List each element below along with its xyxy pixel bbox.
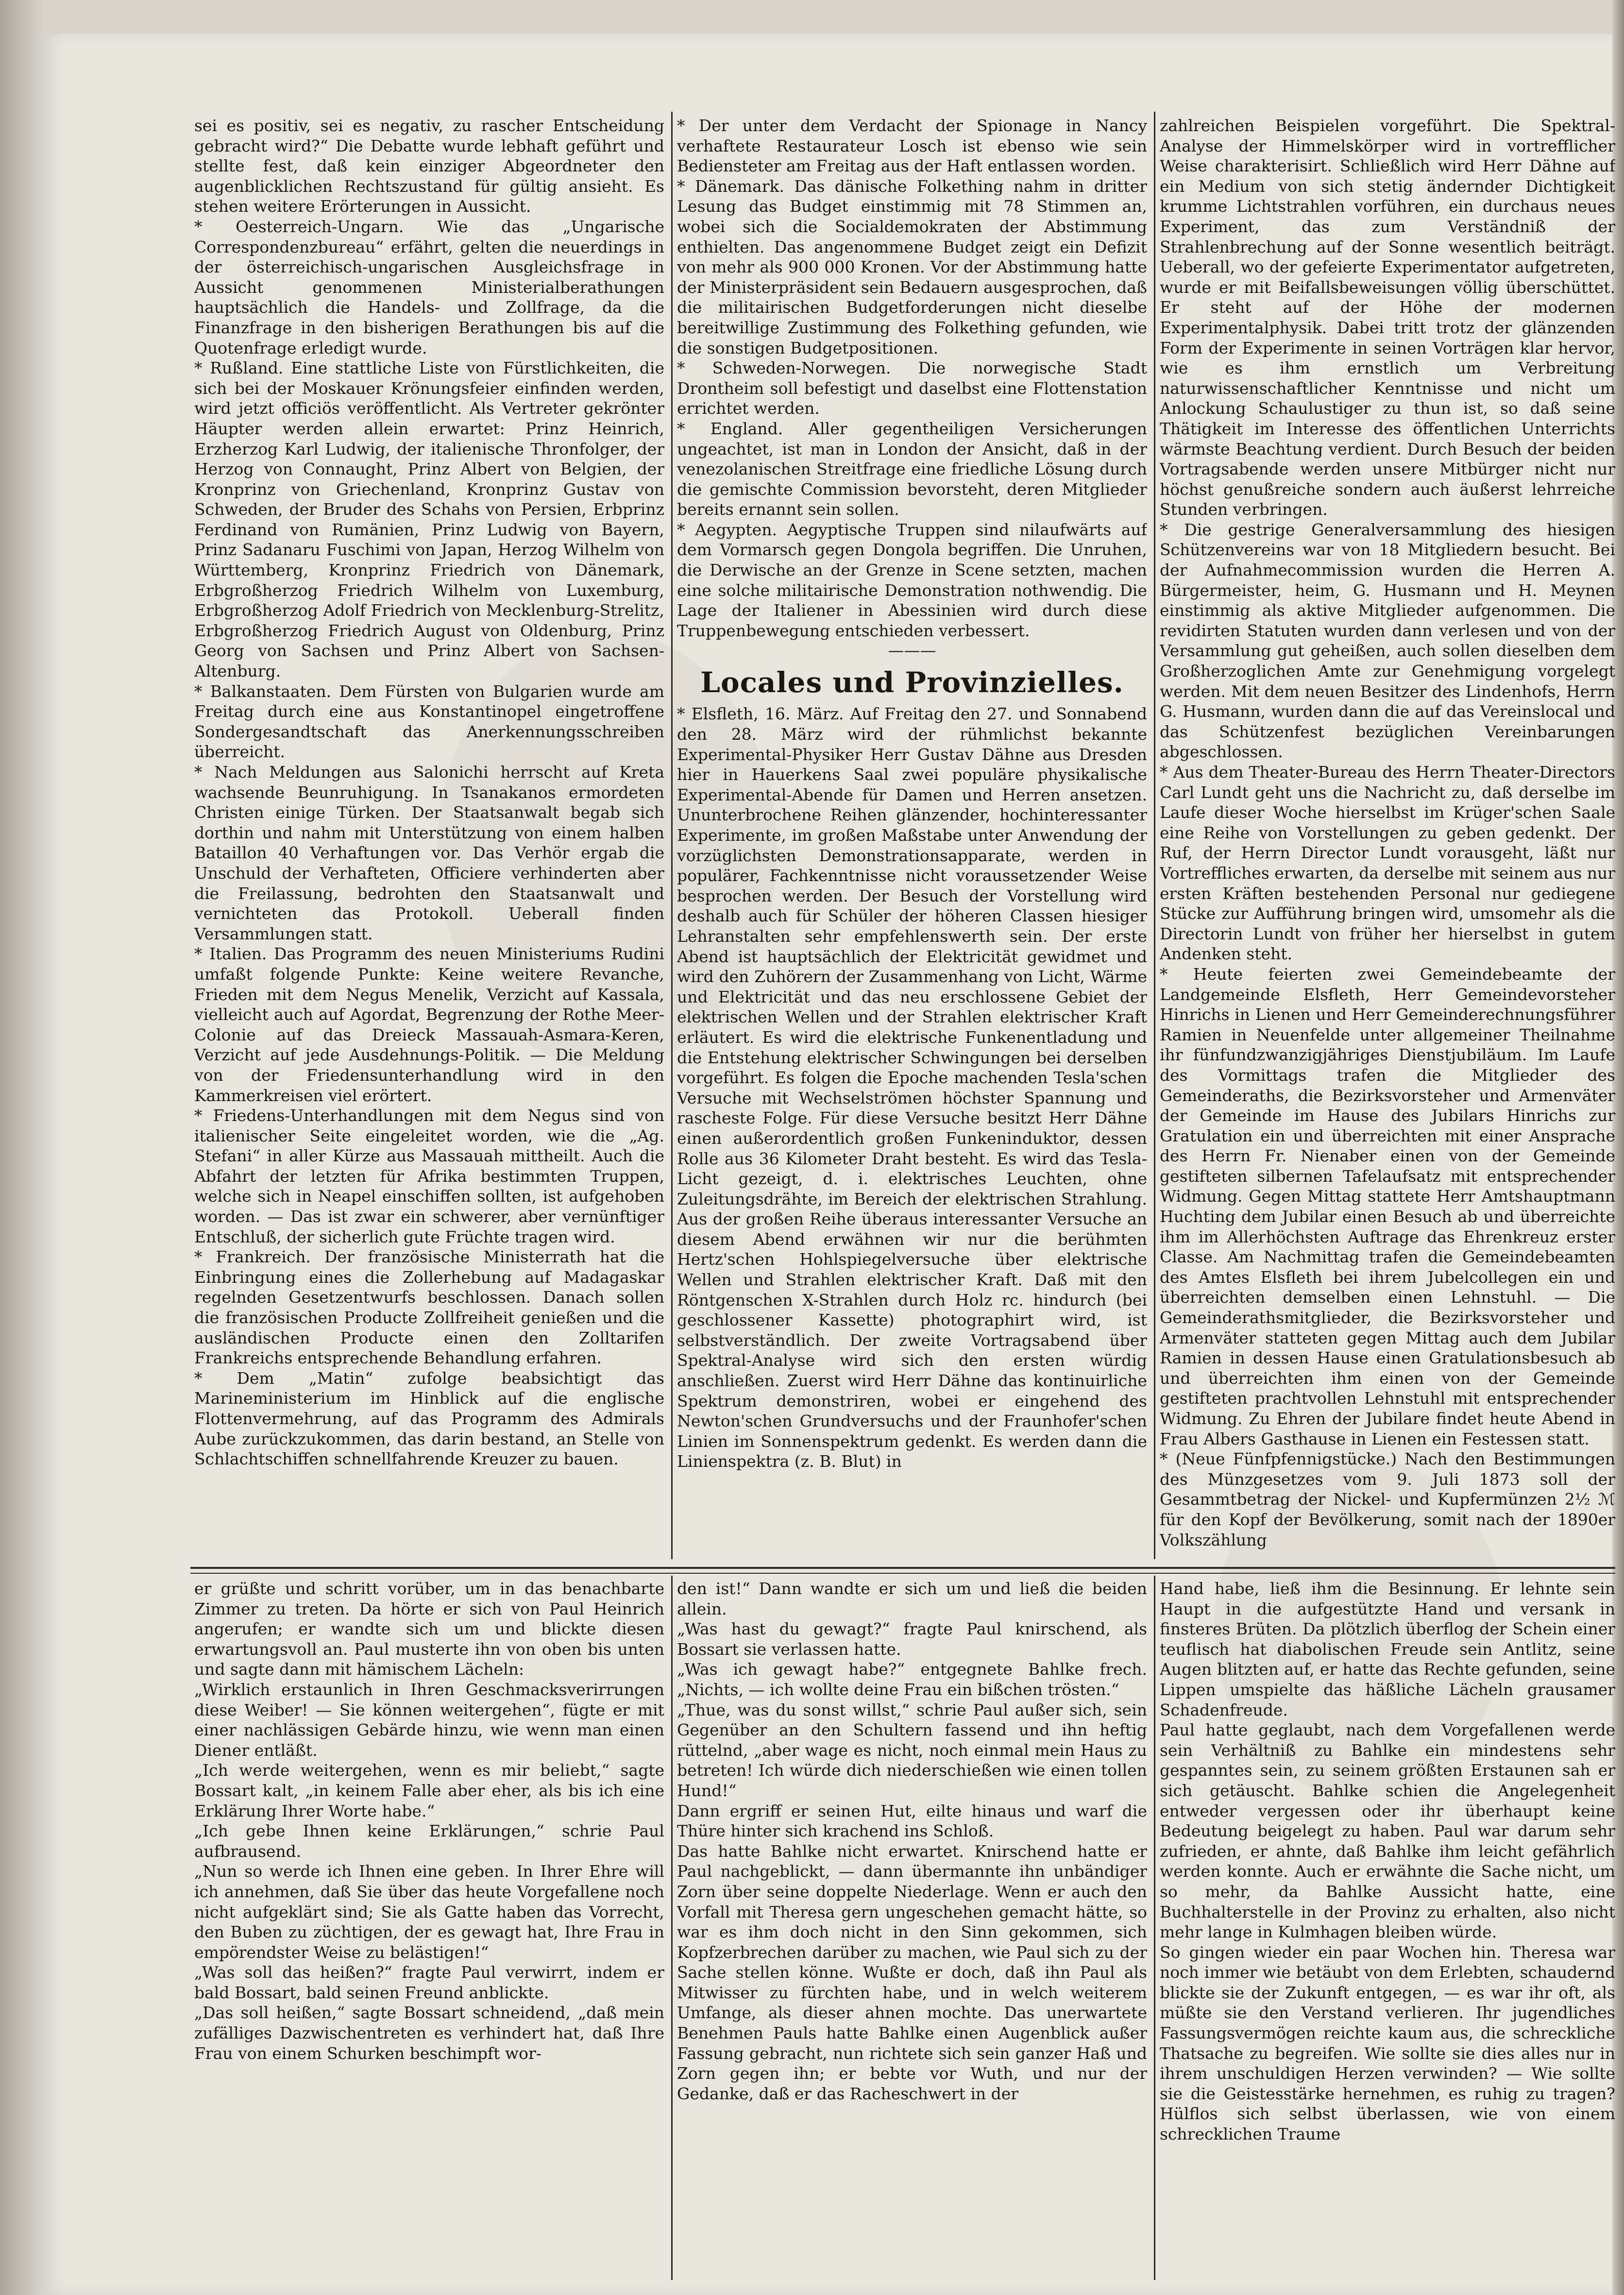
article-friedens-unterhandlungen: * Friedens-Unterhandlungen mit dem Negus sind von italienischer Seite eingeleitet worden, wie die „Ag. Stefani“ in aller Kürze aus Massauah mittheilt. Auch die Abfahrt der letzten für Afrika bestimmten Truppen, welche sich in Neapel einschiffen sollten, ist aufgehoben worden. — Das ist zwar ein schwerer, aber vernünftiger Entschluß, der sicherlich gute Früchte tragen wird. [194, 1106, 664, 1246]
article-italien: * Italien. Das Programm des neuen Ministeriums Rudini umfaßt folgende Punkte: Keine weitere Revanche, Frieden mit dem Negus Menelik, Verzicht auf Kassala, vielleicht auch auf Agordat, Begrenzung der Rothe Meer-Colonie auf das Dreieck Massauah-Asmara-Keren, Verzicht auf jede Ausdehnungs-Politik. — Die Meldung von der Friedensunterhandlung wird in den Kammerkreisen viel erörtert. [194, 944, 664, 1105]
article-kreta: * Nach Meldungen aus Salonichi herrscht auf Kreta wachsende Beunruhigung. In Tsanakanos ermordeten Christen einige Türken. Der Staatsanwalt begab sich dorthin und nahm mit Unterstützung von einem halben Bataillon 40 Verhaftungen vor. Das Verhör ergab die Unschuld der Verhafteten, Officiere verhinderten aber die Freilassung, bedrohten den Staatsanwalt und vernichteten das Protokoll. Ueberall finden Versammlungen statt. [194, 763, 664, 943]
story-paragraph: den ist!“ Dann wandte er sich um und ließ die beiden allein. [677, 1579, 1147, 1618]
article-paragraph: sei es positiv, sei es negativ, zu rascher Entscheidung gebracht wird?“ Die Debatte wurde lebhaft geführt und stellte fest, daß kein einziger Abgeordneter den augenblicklichen Rechtszustand für gültig ansieht. Es stehen weitere Erörterungen in Aussicht. [194, 116, 664, 216]
article-russland: * Rußland. Eine stattliche Liste von Fürstlichkeiten, die sich bei der Moskauer Krönungsfeier einfinden werden, wird jetzt officiös veröffentlicht. Als Vertreter gekrönter Häupter werden allein erwartet: Prinz Heinrich, Erzherzog Karl Ludwig, der italienische Thronfolger, der Herzog von Connaught, Prinz Albert von Belgien, der Kronprinz von Griechenland, Kronprinz Gustav von Schweden, der Bruder des Schahs von Persien, Erbprinz Ferdinand von Rumänien, Prinz Ludwig von Bayern, Prinz Sadanaru Fuschimi von Japan, Herzog Wilhelm von Württemberg, Kronprinz Friedrich von Dänemark, Erbgroßherzog Friedrich Wilhelm von Luxemburg, Erbgroßherzog Adolf Friedrich von Mecklenburg-Strelitz, Erbgroßherzog Friedrich August von Oldenburg, Prinz Georg von Sachsen und Prinz Albert von Sachsen-Altenburg. [194, 358, 664, 681]
story-paragraph: Dann ergriff er seinen Hut, eilte hinaus und warf die Thüre hinter sich krachend ins Schloß. [677, 1801, 1147, 1841]
story-paragraph: „Ich gebe Ihnen keine Erklärungen,“ schrie Paul aufbrausend. [194, 1821, 664, 1861]
story-paragraph: Das hatte Bahlke nicht erwartet. Knirschend hatte er Paul nachgeblickt, — dann übermannte ihn unbändiger Zorn über seine doppelte Niederlage. Wenn er auch den Vorfall mit Theresa gern ungeschehen gemacht hätte, so war es ihm doch nicht in den Sinn gekommen, sich Kopfzerbrechen darüber zu machen, wie Paul sich zu der Sache stellen könne. Wußte er doch, daß ihn Paul als Mitwisser zu fürchten habe, und in welch weiterem Umfange, als dieser ahnen mochte. Das unerwartete Benehmen Pauls hatte Bahlke einen Augenblick außer Fassung gebracht, nun richtete sich sein ganzer Haß und Zorn gegen ihn; er bebte vor Wuth, und nur der Gedanke, daß er das Racheschwert in der [677, 1841, 1147, 2103]
news-column-3 [1160, 116, 1615, 1553]
article-daenemark: * Dänemark. Das dänische Folkething nahm in dritter Lesung das Budget einstimmig mit 78 Stimmen an, wobei sich die Socialdemokraten der Abstimmung enthielten. Das angenommene Budget zeigt ein Defizit von mehr als 900 000 Kronen. Vor der Abstimmung hatte der Ministerpräsident sein Bedauern ausgesprochen, daß die militairischen Budgetforderungen nicht dieselbe bereitwillige Zustimmung des Folkething gefunden, wie die sonstigen Budgetpositionen. [677, 176, 1147, 357]
feuilleton-rule [190, 1567, 1615, 1569]
article-jubilaeum: * Heute feierten zwei Gemeindebeamte der Landgemeinde Elsfleth, Herr Gemeindevorsteher Hinrichs in Lienen und Herr Gemeinderechnungsführer Ramien in Neuenfelde unter allgemeiner Theilnahme ihr fünfundzwanzigjähriges Dienstjubiläum. Im Laufe des Vormittags trafen die Mitglieder des Gemeinderaths, die Bezirksvorsteher und Armenväter der Gemeinde im Hause des Jubilars Hinrichs zur Gratulation ein und überreichten mit einer Ansprache des Herrn Fr. Nienaber einen von der Gemeinde gestifteten silbernen Tafelaufsatz mit entsprechender Widmung. Gegen Mittag stattete Herr Amtshauptmann Huchting dem Jubilar einen Besuch ab und überreichte ihm im Allerhöchsten Auftrage das Ehrenkreuz erster Classe. Am Nachmittag trafen die Gemeindebeamten des Amtes Elsfleth bei ihrem Jubelcollegen ein und überreichten demselben einen Lehnstuhl. — Die Gemeinderathsmitglieder, die Bezirksvorsteher und Armenväter statteten gegen Mittag auch dem Jubilar Ramien in dessen Hause einen Gratulationsbesuch ab und überreichten ihm einen von der Gemeinde gestifteten prachtvollen Lehnstuhl mit entsprechender Widmung. Zu Ehren der Jubilare findet heute Abend in Frau Albers Gasthause in Lienen ein Festessen statt. [1160, 964, 1615, 1448]
story-paragraph: Hand habe, ließ ihm die Besinnung. Er lehnte sein Haupt in die aufgestützte Hand und versank in finsteres Brüten. Da plötzlich überflog der Schein einer teuflisch hat diabolischen Freude sein Antlitz, seine Augen blitzten auf, er hatte das Rechte gefunden, seine Lippen umspielte das häßliche Lächeln grausamer Schadenfreude. [1160, 1579, 1615, 1719]
story-paragraph: „Thue, was du sonst willst,“ schrie Paul außer sich, sein Gegenüber an den Schultern fassend und ihn heftig rüttelnd, „aber wage es nicht, noch einmal mein Haus zu betreten! Ich würde dich niederschießen wie einen tollen Hund!“ [677, 1700, 1147, 1800]
news-column-2 [677, 116, 1147, 1553]
feuilleton-rule-thin [190, 1573, 1615, 1574]
feuilleton-column-2 [677, 1579, 1147, 2278]
article-aegypten: * Aegypten. Aegyptische Truppen sind nilaufwärts auf dem Vormarsch gegen Dongola begriffen. Die Unruhen, die Derwische an der Grenze in Scene setzten, machen eine solche militairische Demonstration nothwendig. Die Lage der Italiener in Abessinien wird durch diese Truppenbewegung entschieden verbessert. [677, 520, 1147, 640]
article-elsfleth: * Elsfleth, 16. März. Auf Freitag den 27. und Sonnabend den 28. März wird der rühmlichst bekannte Experimental-Physiker Herr Gustav Dähne aus Dresden hier in Hauerkens Saal zwei populäre physikalische Experimental-Abende für Damen und Herren ansetzen. Ununterbrochene Reihen glänzender, hochinteressanter Experimente, im großen Maßstabe unter Anwendung der vorzüglichsten Demonstrationsapparate, werden in populärer, Fachkenntnisse nicht voraussetzender Weise besprochen werden. Der Besuch der Vorstellung wird deshalb auch für Schüler der höheren Classen hiesiger Lehranstalten sehr empfehlenswerth sein. Der erste Abend ist hauptsächlich der Elektricität gewidmet und wird den Zuhörern der Zusammenhang von Licht, Wärme und Elektricität und das neu erschlossene Gebiet der elektrischen Wellen und der Strahlen elektrischer Kraft erläutert. Es wird die elektrische Funkenentladung und die Entstehung elektrischer Schwingungen bei derselben vorgeführt. Es folgen die Epoche machenden Tesla'schen Versuche mit Wechselströmen höchster Spannung und rascheste Folge. Für diese Versuche besitzt Herr Dähne einen außerordentlich großen Funkeninduktor, dessen Rolle aus 36 Kilometer Draht besteht. Es wird das Tesla-Licht gezeigt, d. i. elektrisches Leuchten, ohne Zuleitungsdrähte, im Bereich der elektrischen Strahlung. Aus der großen Reihe überaus interessanter Versuche an diesem Abend erwähnen wir nur die berühmten Hertz'schen Hohlspiegelversuche über elektrische Wellen und Strahlen elektrischer Kraft. Daß mit den Röntgenschen X-Strahlen durch Holz rc. hindurch (bei geschlossener Kassette) photographirt wird, ist selbstverständlich. Der zweite Vortragsabend über Spektral-Analyse wird sich den ersten würdig anschließen. Zuerst wird Herr Dähne das kontinuirliche Spektrum demonstriren, wobei er eingehend des Newton'schen Grundversuchs und der Fraunhofer'schen Linien im Sonnenspektrum gedenkt. Es werden dann die Linienspektra (z. B. Blut) in [677, 704, 1147, 1471]
story-paragraph: „Ich werde weitergehen, wenn es mir beliebt,“ sagte Bossart kalt, „in keinem Falle aber eher, als bis ich eine Erklärung Ihrer Worte habe.“ [194, 1761, 664, 1820]
story-paragraph: „Was soll das heißen?“ fragte Paul verwirrt, indem er bald Bossart, bald seinen Freund anblickte. [194, 1963, 664, 2002]
story-paragraph: Paul hatte geglaubt, nach dem Vorgefallenen werde sein Verhältniß zu Bahlke ein mindestens sehr gespanntes sein, zu seinem größten Erstaunen sah er sich getäuscht. Bahlke schien die Angelegenheit entweder vergessen oder ihr überhaupt keine Bedeutung beigelegt zu haben. Paul war darum sehr zufrieden, er ahnte, daß Bahlke ihm leicht gefährlich werden konnte. Auch er erwähnte die Sache nicht, um so mehr, da Bahlke Aussicht hatte, eine Buchhalterstelle in der Provinz zu erhalten, also nicht mehr lange in Kulmhagen bleiben würde. [1160, 1720, 1615, 1942]
article-fuenfpfennigstuecke: * (Neue Fünfpfennigstücke.) Nach den Bestimmungen des Münzgesetzes vom 9. Juli 1873 soll der Gesammtbetrag der Nickel- und Kupfermünzen 2½ ℳ für den Kopf der Bevölkerung, somit nach der 1890er Volkszählung [1160, 1449, 1615, 1549]
article-schuetzenverein: * Die gestrige Generalversammlung des hiesigen Schützenvereins war von 18 Mitgliedern besucht. Bei der Aufnahmecommission wurden die Herren A. Bürgermeister, heim, G. Husmann und H. Meynen einstimmig als aktive Mitglieder aufgenommen. Die revidirten Statuten wurden dann verlesen und von der Versammlung gut geheißen, auch sollen dieselben dem Großherzoglichen Amte zur Genehmigung vorgelegt werden. Mit dem neuen Besitzer des Lindenhofs, Herrn G. Husmann, wurden dann die auf das Vereinslocal und das Schützenfest bezüglichen Vereinbarungen abgeschlossen. [1160, 520, 1615, 762]
story-paragraph: „Das soll heißen,“ sagte Bossart schneidend, „daß mein zufälliges Dazwischentreten es verhindert hat, daß Ihre Frau von einem Schurken beschimpft wor- [194, 2003, 664, 2063]
story-paragraph: „Nun so werde ich Ihnen eine geben. In Ihrer Ehre will ich annehmen, daß Sie über das heute Vorgefallene noch nicht aufgeklärt sind; Sie als Gatte haben das Vorrecht, den Buben zu züchtigen, der es gewagt hat, Ihre Frau in empörendster Weise zu belästigen!“ [194, 1862, 664, 1962]
article-theater: * Aus dem Theater-Bureau des Herrn Theater-Directors Carl Lundt geht uns die Nachricht zu, daß derselbe im Laufe dieser Woche hierselbst im Krüger'schen Saale eine Reihe von Vorstellungen zu geben gedenkt. Der Ruf, der Herrn Director Lundt vorausgeht, läßt nur Vortreffliches erwarten, da derselbe mit seinem aus nur ersten Kräften bestehenden Personal nur gediegene Stücke zur Aufführung bringen wird, umsomehr als die Directorin Lundt von früher her hierselbst in gutem Andenken steht. [1160, 763, 1615, 964]
column-rule [1154, 1576, 1155, 2280]
story-paragraph: „Wirklich erstaunlich in Ihren Geschmacksverirrungen diese Weiber! — Sie können weitergehen“, fügte er mit einer nachlässigen Gebärde hinzu, wie wenn man einen Diener entläßt. [194, 1680, 664, 1760]
story-paragraph: „Was ich gewagt habe?“ entgegnete Bahlke frech. „Nichts, — ich wollte deine Frau ein bißchen trösten.“ [677, 1660, 1147, 1699]
feuilleton-column-1 [194, 1579, 664, 2278]
column-rule [1154, 112, 1155, 1559]
article-oesterreich-ungarn: * Oesterreich-Ungarn. Wie das „Ungarische Correspondenzbureau“ erfährt, gelten die neuerdings in der österreichisch-ungarischen Ausgleichsfrage in Aussicht genommenen Ministerialberathungen hauptsächlich die Handels- und Zollfrage, da die Finanzfrage in den bisherigen Berathungen bis auf die Quotenfrage erledigt wurde. [194, 217, 664, 357]
story-paragraph: er grüßte und schritt vorüber, um in das benachbarte Zimmer zu treten. Da hörte er sich von Paul Heinrich angerufen; er wandte sich um und blickte diesen erwartungsvoll an. Paul musterte ihn von oben bis unten und sagte dann mit hämischem Lächeln: [194, 1579, 664, 1679]
article-england: * England. Aller gegentheiligen Versicherungen ungeachtet, ist man in London der Ansicht, daß in der venezolanischen Streitfrage eine friedliche Lösung durch die gemischte Commission bevorsteht, deren Mitglieder bereits ernannt sein sollen. [677, 419, 1147, 519]
article-matin: * Dem „Matin“ zufolge beabsichtigt das Marineministerium im Hinblick auf die englische Flottenvermehrung, auf das Programm des Admirals Aube zurückzukommen, das darin bestand, an Stelle von Schlachtschiffen schnellfahrende Kreuzer zu bauen. [194, 1368, 664, 1469]
story-paragraph: „Was hast du gewagt?“ fragte Paul knirschend, als Bossart sie verlassen hatte. [677, 1619, 1147, 1659]
article-dahne-continued: zahlreichen Beispielen vorgeführt. Die Spektral-Analyse der Himmelskörper wird in vortrefflicher Weise charakterisirt. Schließlich wird Herr Dähne auf ein Medium von sich stetig ändernder Dichtigkeit krumme Lichtstrahlen vorführen, ein durchaus neues Experiment, das zum Verständniß der Strahlenbrechung auf der Sonne wesentlich beiträgt. Ueberall, wo der gefeierte Experimentator aufgetreten, wurde er mit Beifallsbeweisungen völlig überschüttet. Er steht auf der Höhe der modernen Experimentalphysik. Dabei tritt trotz der glänzenden Form der Experimente in seinen Vorträgen klar hervor, wie es ihm ernstlich um Verbreitung naturwissenschaftlicher Kenntnisse und nicht um Anlockung Schaulustiger zu thun ist, so daß seine Thätigkeit im Interesse des öffentlichen Unterrichts wärmste Beachtung verdient. Durch Besuch der beiden Vortragsabende werden unsere Mitbürger nicht nur höchst genußreiche sondern auch äußerst lehrreiche Stunden verbringen. [1160, 116, 1615, 519]
column-rule [671, 1576, 673, 2280]
news-column-1 [194, 116, 664, 1553]
feuilleton-column-3 [1160, 1579, 1615, 2278]
article-frankreich: * Frankreich. Der französische Ministerrath hat die Einbringung eines die Zollerhebung auf Madagaskar regelnden Gesetzentwurfs beschlossen. Danach sollen die französischen Producte Zollfreiheit genießen und die ausländischen Producte einen den Zolltarifen Frankreichs entsprechende Behandlung erfahren. [194, 1247, 664, 1368]
story-paragraph: So gingen wieder ein paar Wochen hin. Theresa war noch immer wie betäubt von dem Erlebten, schaudernd blickte sie der Zukunft entgegen, — es war ihr oft, als müßte sie den Verstand verlieren. Ihr jugendliches Fassungsvermögen reichte kaum aus, die schreckliche Thatsache zu begreifen. Wie sollte sie dies alles nur in ihrem unschuldigen Herzen verwinden? — Wie sollte sie die Geistesstärke hernehmen, es ruhig zu tragen? Hülflos sich selbst überlassen, wie von einem schrecklichen Traume [1160, 1942, 1615, 2144]
article-balkanstaaten: * Balkanstaaten. Dem Fürsten von Bulgarien wurde am Freitag durch eine aus Konstantinopel eingetroffene Sondergesandtschaft das Anerkennungsschreiben überreicht. [194, 681, 664, 762]
section-separator: ——— [888, 641, 936, 660]
section-heading: Locales und Provinzielles. [700, 666, 1124, 699]
column-rule [671, 112, 673, 1559]
article-nancy: * Der unter dem Verdacht der Spionage in Nancy verhaftete Restaurateur Losch ist ebenso wie sein Bediensteter am Freitag aus der Haft entlassen worden. [677, 116, 1147, 176]
book-gutter [0, 0, 45, 2295]
article-schweden-norwegen: * Schweden-Norwegen. Die norwegische Stadt Drontheim soll befestigt und daselbst eine Flottenstation errichtet werden. [677, 358, 1147, 418]
